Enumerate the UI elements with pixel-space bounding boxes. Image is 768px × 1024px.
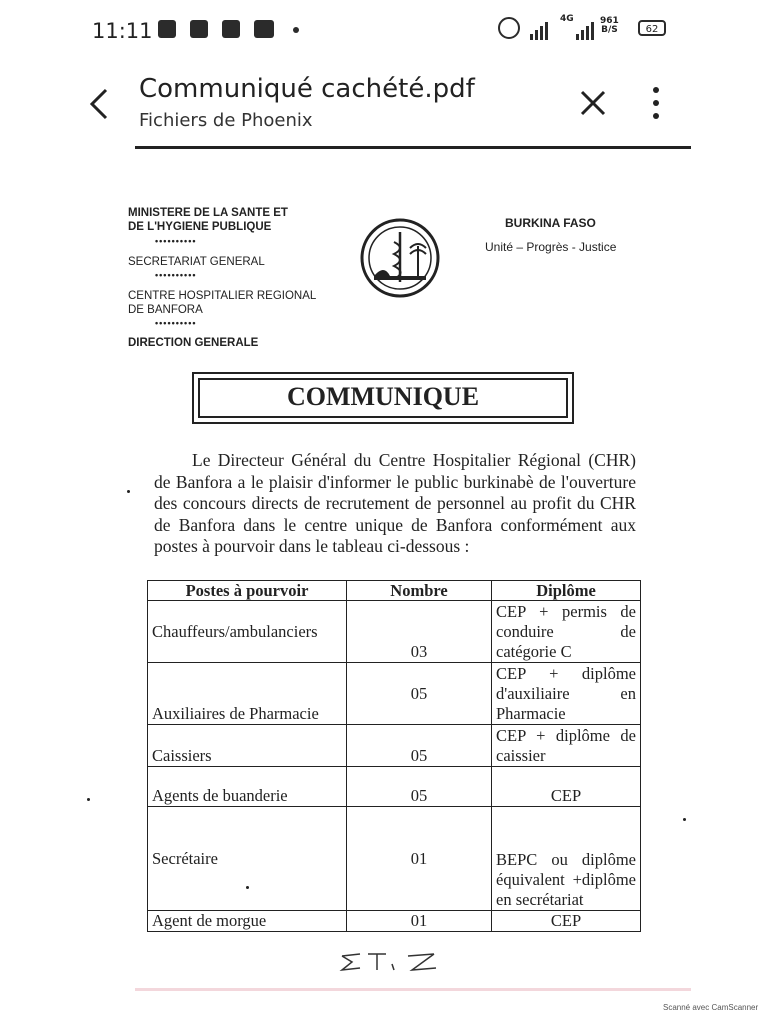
national-motto: Unité – Progrès - Justice bbox=[485, 240, 617, 254]
alarm-icon bbox=[498, 17, 520, 39]
camscanner-watermark: Scanné avec CamScanner bbox=[663, 1003, 759, 1012]
scan-speck bbox=[683, 818, 686, 821]
youtube-icon bbox=[254, 20, 274, 38]
cell-diplome: CEP bbox=[492, 911, 641, 932]
ministry-emblem-icon bbox=[360, 218, 440, 298]
table-row bbox=[148, 663, 641, 725]
close-button[interactable] bbox=[574, 84, 614, 124]
table-row bbox=[148, 601, 641, 663]
file-title: Communiqué cachété.pdf bbox=[139, 74, 475, 104]
hospital-line-1: CENTRE HOSPITALIER REGIONAL bbox=[128, 290, 317, 302]
table-row bbox=[148, 725, 641, 767]
signal-icon bbox=[530, 20, 548, 40]
close-icon bbox=[574, 84, 614, 124]
file-source: Fichiers de Phoenix bbox=[139, 110, 313, 131]
header-divider bbox=[135, 146, 691, 149]
messenger-icon bbox=[222, 20, 240, 38]
cell-diplome: CEP + permis de conduire de catégorie C bbox=[492, 601, 641, 663]
status-time: 11:11 bbox=[92, 19, 153, 43]
network-speed-unit: B/S bbox=[601, 25, 618, 35]
more-vertical-icon bbox=[644, 84, 668, 124]
signal-icon-2 bbox=[576, 20, 594, 40]
cell-diplome: CEP + diplôme de caissier bbox=[492, 725, 641, 767]
cell-poste: Auxiliaires de Pharmacie bbox=[148, 663, 347, 725]
country-name: BURKINA FASO bbox=[505, 216, 596, 230]
network-speed-value: 961 bbox=[600, 16, 619, 26]
ministry-name bbox=[128, 206, 288, 234]
scan-speck bbox=[246, 886, 249, 889]
more-options-button[interactable] bbox=[644, 84, 668, 124]
cell-poste: Chauffeurs/ambulanciers bbox=[148, 601, 347, 663]
back-arrow-icon bbox=[82, 84, 122, 124]
facebook-icon bbox=[158, 20, 176, 38]
back-button[interactable] bbox=[82, 84, 122, 124]
more-notifications-icon bbox=[293, 27, 299, 33]
direction-generale: DIRECTION GENERALE bbox=[128, 337, 259, 349]
cell-nombre: 05 bbox=[347, 663, 492, 725]
cell-diplome: BEPC ou diplôme équivalent +diplôme en secrétariat bbox=[492, 807, 641, 911]
hospital-line-2: DE BANFORA bbox=[128, 304, 203, 316]
cell-poste: Agent de morgue bbox=[148, 911, 347, 932]
ministry-line-1: MINISTERE DE LA SANTE ET bbox=[128, 207, 288, 219]
cell-diplome: CEP bbox=[492, 767, 641, 807]
header-postes: Postes à pourvoir bbox=[148, 581, 347, 601]
cell-nombre: 05 bbox=[347, 767, 492, 807]
positions-table bbox=[147, 580, 641, 932]
page-bottom-edge bbox=[135, 988, 691, 991]
network-type: 4G bbox=[560, 14, 574, 24]
header-nombre: Nombre bbox=[347, 581, 492, 601]
cell-poste: Caissiers bbox=[148, 725, 347, 767]
cell-nombre: 01 bbox=[347, 911, 492, 932]
scan-speck bbox=[127, 490, 130, 493]
battery-icon: 62 bbox=[638, 20, 666, 36]
cell-nombre: 05 bbox=[347, 725, 492, 767]
hospital-name bbox=[128, 289, 316, 317]
cell-poste: Secrétaire bbox=[148, 807, 347, 911]
communique-heading-box bbox=[192, 372, 574, 424]
signature-mark bbox=[338, 950, 450, 974]
ministry-line-2: DE L'HYGIENE PUBLIQUE bbox=[128, 221, 272, 233]
header-diplome: Diplôme bbox=[492, 581, 641, 601]
communique-heading: COMMUNIQUE bbox=[286, 382, 480, 411]
messenger-icon bbox=[190, 20, 208, 38]
paragraph-text: Le Directeur Général du Centre Hospitalier Régional (CHR) de Banfora a le plaisir d'informer le public burkinabè de l'ouverture des concours directs de recrutement de personnel au profit du CHR de Banfora dans le centre unique de Banfora conformément aux postes à pourvoir dans le tableau ci-dessous : bbox=[154, 450, 636, 556]
announcement-paragraph bbox=[154, 450, 636, 558]
cell-diplome: CEP + diplôme d'auxiliaire en Pharmacie bbox=[492, 663, 641, 725]
table-row bbox=[148, 911, 641, 932]
separator-dots: •••••••••• bbox=[155, 236, 197, 246]
table-header-row bbox=[148, 581, 641, 601]
cell-nombre: 01 bbox=[347, 807, 492, 911]
network-speed bbox=[600, 17, 619, 35]
status-bar bbox=[0, 0, 768, 60]
cell-poste: Agents de buanderie bbox=[148, 767, 347, 807]
secretariat: SECRETARIAT GENERAL bbox=[128, 256, 265, 268]
scan-speck bbox=[87, 798, 90, 801]
separator-dots: •••••••••• bbox=[155, 270, 197, 280]
table-row bbox=[148, 807, 641, 911]
cell-nombre: 03 bbox=[347, 601, 492, 663]
table-row bbox=[148, 767, 641, 807]
separator-dots: •••••••••• bbox=[155, 318, 197, 328]
